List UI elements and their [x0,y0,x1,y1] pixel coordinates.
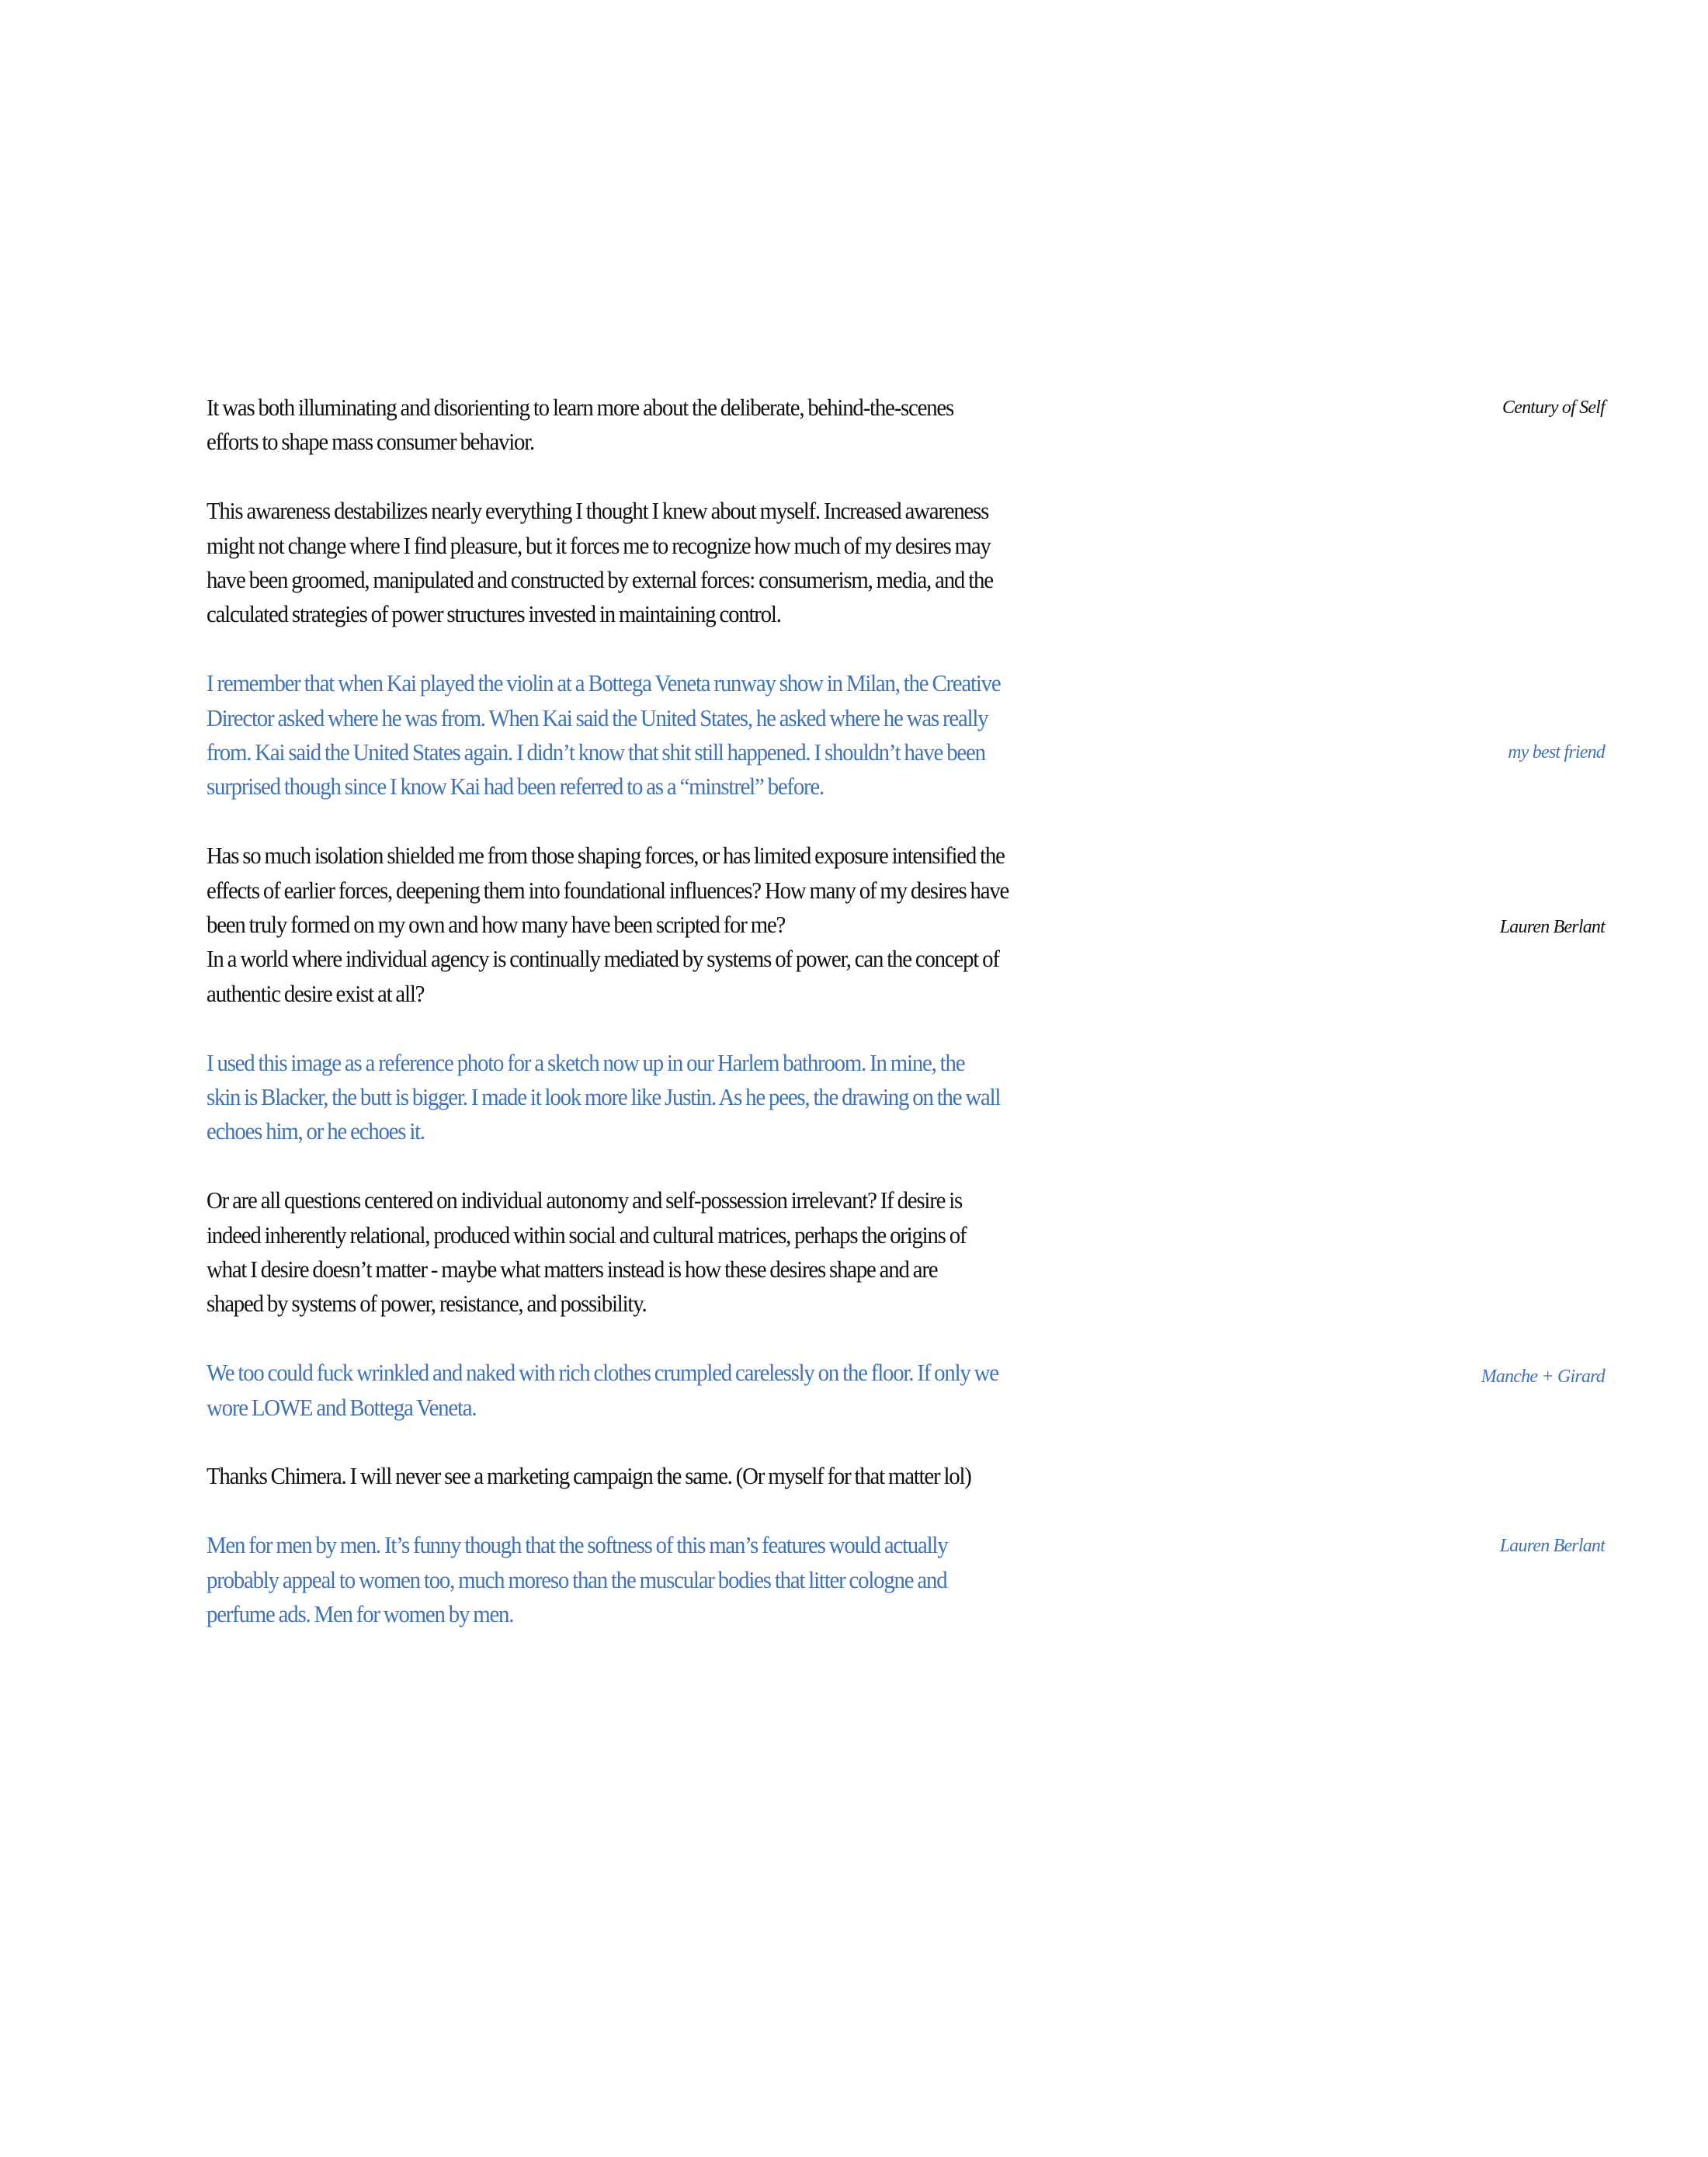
body-paragraph [207,1459,1107,1493]
text-line: efforts to shape mass consumer behavior. [207,428,535,456]
annotation-paragraph [207,666,1107,804]
annotation-paragraph [207,1528,1107,1631]
margin-label-lauren-berlant: Lauren Berlant [1499,917,1605,937]
text-line: I remember that when Kai played the violin at a Bottega Veneta runway show in Milan, the Creative [207,669,1001,697]
text-line: In a world where individual agency is continually mediated by systems of power, can the concept of [207,945,999,973]
text-line: perfume ads. Men for women by men. [207,1600,514,1628]
body-paragraph [207,391,1107,460]
text-line: Thanks Chimera. I will never see a marketing campaign the same. (Or myself for that matter lol) [207,1462,971,1490]
text-line: effects of earlier forces, deepening them into foundational influences? How many of my desires have [207,876,1009,904]
text-line: Director asked where he was from. When Kai said the United States, he asked where he was really [207,703,988,731]
margin-label-manche-girard: Manche + Girard [1481,1367,1605,1387]
text-line: surprised though since I know Kai had been referred to as a “minstrel” before. [207,773,824,801]
text-line: what I desire doesn’t matter - maybe what matters instead is how these desires shape and are [207,1256,938,1283]
margin-label-lauren-berlant-2: Lauren Berlant [1499,1536,1605,1556]
text-line: wore LOWE and Bottega Veneta. [207,1393,477,1421]
annotation-paragraph [207,1046,1107,1149]
body-paragraph [207,1183,1107,1322]
text-line: from. Kai said the United States again. I didn’t know that shit still happened. I shouldn’t have been [207,738,985,766]
text-line: Has so much isolation shielded me from those shaping forces, or has limited exposure intensified the [207,842,1005,870]
text-line: authentic desire exist at all? [207,979,425,1007]
text-line: indeed inherently relational, produced within social and cultural matrices, perhaps the origins of [207,1221,967,1249]
text-line: It was both illuminating and disorienting to learn more about the deliberate, behind-the-scenes [207,394,954,421]
text-line: This awareness destabilizes nearly everything I thought I knew about myself. Increased awareness [207,497,989,525]
text-line: have been groomed, manipulated and constructed by external forces: consumerism, media, and the [207,566,993,594]
text-line: might not change where I find pleasure, but it forces me to recognize how much of my desires may [207,531,991,559]
text-line: Or are all questions centered on individual autonomy and self-possession irrelevant? If desire is [207,1186,963,1214]
annotation-paragraph [207,1356,1107,1425]
text-line: calculated strategies of power structures invested in maintaining control. [207,600,781,628]
document-body [207,391,1107,1666]
text-line: Men for men by men. It’s funny though that the softness of this man’s features would actually [207,1531,948,1559]
text-line: We too could fuck wrinkled and naked with rich clothes crumpled carelessly on the floor. If only we [207,1359,998,1387]
text-line: probably appeal to women too, much moreso than the muscular bodies that litter cologne and [207,1565,947,1593]
text-line: skin is Blacker, the butt is bigger. I made it look more like Justin. As he pees, the drawing on the wall [207,1083,1001,1111]
body-paragraph [207,494,1107,632]
margin-label-my-best-friend: my best friend [1508,742,1605,762]
text-line: I used this image as a reference photo for a sketch now up in our Harlem bathroom. In mine, the [207,1048,965,1076]
body-paragraph [207,839,1107,1011]
margin-label-century-of-self: Century of Self [1502,398,1605,418]
text-line: been truly formed on my own and how many have been scripted for me? [207,911,786,939]
text-line: echoes him, or he echoes it. [207,1117,425,1145]
text-line: shaped by systems of power, resistance, and possibility. [207,1290,647,1318]
